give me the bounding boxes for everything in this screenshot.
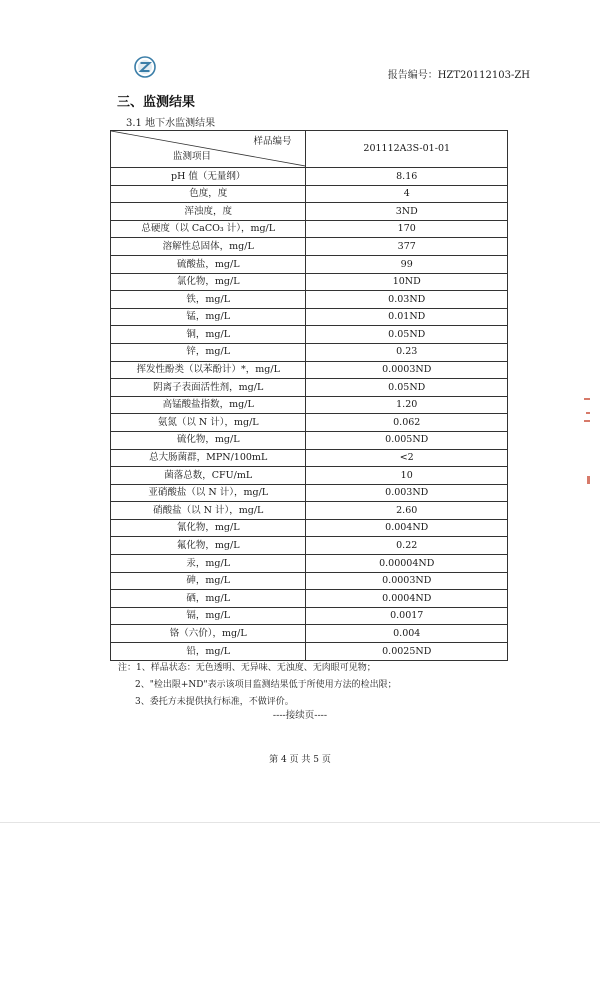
table-row: [111, 484, 508, 502]
item-cell: 高锰酸盐指数，mg/L: [111, 396, 306, 414]
value-cell: 1.20: [306, 396, 508, 414]
value-cell: 0.003ND: [306, 484, 508, 502]
item-cell: 总大肠菌群，MPN/100mL: [111, 449, 306, 467]
value-cell: 0.0017: [306, 607, 508, 625]
value-cell: 0.05ND: [306, 326, 508, 344]
table-row: [111, 203, 508, 221]
table-row: [111, 168, 508, 186]
table-row: [111, 361, 508, 379]
item-cell: 氰化物，mg/L: [111, 519, 306, 537]
item-cell: 砷，mg/L: [111, 572, 306, 590]
table-row: [111, 449, 508, 467]
item-cell: 硫酸盐，mg/L: [111, 255, 306, 273]
note-1: 注：1、样品状态：无色透明、无异味、无浊度、无肉眼可见物；: [118, 663, 376, 673]
table-row: [111, 590, 508, 608]
item-cell: 锰，mg/L: [111, 308, 306, 326]
section-title: 三、监测结果: [117, 95, 196, 110]
table-row: [111, 273, 508, 291]
value-cell: 0.0004ND: [306, 590, 508, 608]
table-row: [111, 537, 508, 555]
stamp-marks: [578, 398, 592, 498]
value-cell: 0.0003ND: [306, 361, 508, 379]
item-cell: 铬（六价），mg/L: [111, 625, 306, 643]
item-cell: 氯化物，mg/L: [111, 273, 306, 291]
table-row: [111, 379, 508, 397]
table-row: [111, 607, 508, 625]
item-cell: pH 值（无量纲）: [111, 168, 306, 186]
report-number: 报告编号：HZT20112103-ZH: [387, 70, 530, 81]
table-row: [111, 572, 508, 590]
item-cell: 汞，mg/L: [111, 555, 306, 573]
value-cell: 0.22: [306, 537, 508, 555]
value-cell: 2.60: [306, 502, 508, 520]
table-row: [111, 555, 508, 573]
item-cell: 铜，mg/L: [111, 326, 306, 344]
value-cell: 8.16: [306, 168, 508, 186]
value-cell: 0.004: [306, 625, 508, 643]
value-cell: 0.00004ND: [306, 555, 508, 573]
value-cell: 0.062: [306, 414, 508, 432]
item-cell: 铅，mg/L: [111, 643, 306, 661]
table-row: [111, 308, 508, 326]
table-row: [111, 185, 508, 203]
table-row: [111, 502, 508, 520]
table-row: [111, 396, 508, 414]
table-row: [111, 467, 508, 485]
item-cell: 挥发性酚类（以苯酚计）*，mg/L: [111, 361, 306, 379]
table-row: [111, 220, 508, 238]
item-cell: 色度，度: [111, 185, 306, 203]
value-cell: 3ND: [306, 203, 508, 221]
value-cell: 0.01ND: [306, 308, 508, 326]
note-2: 2、"检出限+ND"表示该项目监测结果低于所使用方法的检出限；: [135, 680, 397, 690]
value-cell: 4: [306, 185, 508, 203]
value-cell: 10ND: [306, 273, 508, 291]
value-cell: 10: [306, 467, 508, 485]
table-row: [111, 238, 508, 256]
item-cell: 菌落总数，CFU/mL: [111, 467, 306, 485]
value-cell: 170: [306, 220, 508, 238]
item-cell: 阴离子表面活性剂，mg/L: [111, 379, 306, 397]
value-cell: <2: [306, 449, 508, 467]
table-body: [111, 168, 508, 661]
header-sample-label: 样品编号: [253, 136, 292, 147]
table-header-row: [111, 131, 508, 168]
sample-id-cell: 201112A3S-01-01: [306, 131, 508, 168]
scan-edge-line: [0, 822, 600, 823]
item-cell: 氟化物，mg/L: [111, 537, 306, 555]
value-cell: 0.005ND: [306, 431, 508, 449]
table-row: [111, 414, 508, 432]
table-row: [111, 255, 508, 273]
header-diagonal-cell: [111, 131, 306, 168]
company-logo-icon: [134, 56, 156, 78]
item-cell: 氨氮（以 N 计），mg/L: [111, 414, 306, 432]
header-item-label: 监测项目: [173, 150, 212, 162]
item-cell: 亚硝酸盐（以 N 计），mg/L: [111, 484, 306, 502]
table-row: [111, 625, 508, 643]
value-cell: 0.0025ND: [306, 643, 508, 661]
table-row: [111, 643, 508, 661]
item-cell: 锌，mg/L: [111, 343, 306, 361]
table-row: [111, 431, 508, 449]
item-cell: 硒，mg/L: [111, 590, 306, 608]
page-footer: 第 4 页 共 5 页: [269, 755, 331, 765]
item-cell: 总硬度（以 CaCO₃ 计），mg/L: [111, 220, 306, 238]
item-cell: 镉，mg/L: [111, 607, 306, 625]
item-cell: 浑浊度，度: [111, 203, 306, 221]
notes-block: [118, 660, 538, 711]
item-cell: 铁，mg/L: [111, 291, 306, 309]
value-cell: 0.03ND: [306, 291, 508, 309]
sub-title: 3.1 地下水监测结果: [126, 118, 216, 129]
table-row: [111, 343, 508, 361]
value-cell: 0.0003ND: [306, 572, 508, 590]
continued-marker: ----接续页----: [272, 710, 328, 721]
value-cell: 99: [306, 255, 508, 273]
item-cell: 硝酸盐（以 N 计），mg/L: [111, 502, 306, 520]
note-3: 3、委托方未提供执行标准，不做评价。: [135, 697, 294, 707]
item-cell: 硫化物，mg/L: [111, 431, 306, 449]
value-cell: 0.05ND: [306, 379, 508, 397]
value-cell: 0.23: [306, 343, 508, 361]
groundwater-results-table: [110, 130, 508, 661]
item-cell: 溶解性总固体，mg/L: [111, 238, 306, 256]
table-row: [111, 291, 508, 309]
table-row: [111, 326, 508, 344]
value-cell: 377: [306, 238, 508, 256]
table-row: [111, 519, 508, 537]
value-cell: 0.004ND: [306, 519, 508, 537]
